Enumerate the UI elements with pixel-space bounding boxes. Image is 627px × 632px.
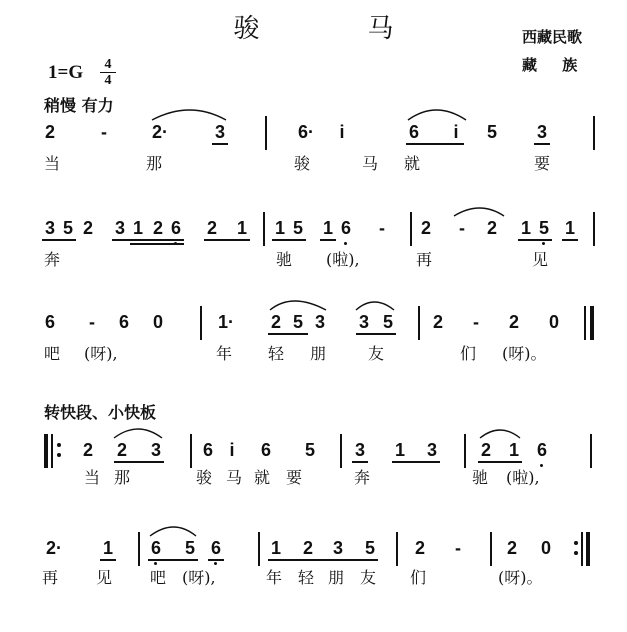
note: 2· — [151, 122, 168, 142]
lyric: 再 — [416, 250, 433, 269]
note: i — [229, 440, 235, 460]
system-3 — [0, 312, 627, 402]
lyric: (呀)。 — [502, 344, 547, 363]
time-signature — [100, 58, 116, 87]
lyric: 朋 — [328, 568, 345, 587]
song-title: 骏马 — [233, 14, 502, 44]
lyric: (啦), — [326, 250, 360, 269]
note: 5 — [486, 122, 497, 142]
note: 1 — [508, 440, 519, 460]
note: 3 — [358, 312, 369, 332]
note: 3 — [44, 218, 55, 238]
lyric: 们 — [410, 568, 427, 587]
source-line-2: 藏 族 — [522, 56, 588, 74]
note: 6 — [260, 440, 271, 460]
note: 6 — [340, 218, 351, 238]
note: 2 — [420, 218, 431, 238]
note: - — [473, 312, 479, 332]
slur — [114, 429, 162, 438]
lyric: 马 — [226, 468, 243, 487]
note: 2 — [480, 440, 491, 460]
note: 2 — [82, 440, 93, 460]
tempo-marking-1: 稍慢 有力 — [44, 96, 114, 115]
note: 1 — [102, 538, 113, 558]
lyric: 年 — [266, 568, 283, 587]
lyric: 见 — [96, 568, 113, 587]
note: i — [339, 122, 345, 142]
note: 1· — [217, 312, 234, 332]
lyric: 要 — [286, 468, 303, 487]
note: 2 — [116, 440, 127, 460]
lyric: 驰 — [276, 250, 293, 269]
note: 1 — [236, 218, 247, 238]
lyric: 就 — [254, 468, 271, 487]
lyric: 们 — [460, 344, 477, 363]
lyric: 驰 — [472, 468, 489, 487]
note: 5 — [538, 218, 549, 238]
note: 5 — [292, 312, 303, 332]
note: 3 — [314, 312, 325, 332]
note: 5 — [364, 538, 375, 558]
lyric: 马 — [362, 154, 379, 173]
note: 3 — [150, 440, 161, 460]
system-1 — [0, 122, 627, 212]
lyric: 骏 — [196, 468, 213, 487]
note: 6 — [118, 312, 129, 332]
note: 2 — [432, 312, 443, 332]
lyric: 奔 — [354, 468, 371, 487]
note: 5 — [62, 218, 73, 238]
note: - — [459, 218, 465, 238]
lyric: (呀)。 — [498, 568, 543, 587]
lyric: 吧 — [44, 344, 61, 363]
note: 3 — [332, 538, 343, 558]
note: 6 — [408, 122, 419, 142]
note: 3 — [214, 122, 225, 142]
note: 1 — [394, 440, 405, 460]
lyric: 那 — [114, 468, 131, 487]
note: 6 — [150, 538, 161, 558]
note: 2 — [44, 122, 55, 142]
time-signature-top: 4 — [104, 57, 112, 72]
lyric: 那 — [146, 154, 163, 173]
note: 1 — [322, 218, 333, 238]
lyric: (啦), — [506, 468, 540, 487]
note: 5 — [304, 440, 315, 460]
note: 5 — [184, 538, 195, 558]
note: 6· — [297, 122, 314, 142]
note: 0 — [152, 312, 163, 332]
note: 6 — [536, 440, 547, 460]
system-5 — [0, 538, 627, 628]
note: 2 — [486, 218, 497, 238]
note: 2 — [302, 538, 313, 558]
note: 5 — [382, 312, 393, 332]
lyric: 骏 — [294, 154, 311, 173]
note: 1 — [270, 538, 281, 558]
note: 0 — [540, 538, 551, 558]
note: 2 — [414, 538, 425, 558]
note: 1 — [132, 218, 143, 238]
lyric: 朋 — [310, 344, 327, 363]
note: 5 — [292, 218, 303, 238]
note: 3 — [536, 122, 547, 142]
lyric: 轻 — [268, 344, 285, 363]
note: 2 — [508, 312, 519, 332]
note: 3 — [114, 218, 125, 238]
lyric: 就 — [404, 154, 421, 173]
note: 2 — [270, 312, 281, 332]
lyric: 轻 — [298, 568, 315, 587]
note: 2· — [45, 538, 62, 558]
lyric: 再 — [42, 568, 59, 587]
note: 1 — [274, 218, 285, 238]
note: i — [453, 122, 459, 142]
note: 6 — [210, 538, 221, 558]
note: 6 — [44, 312, 55, 332]
slur — [408, 110, 466, 120]
system-4 — [0, 440, 627, 530]
note: 2 — [82, 218, 93, 238]
key-signature: 1=G — [48, 62, 84, 83]
note: 3 — [426, 440, 437, 460]
source-line-1: 西藏民歌 — [522, 28, 583, 46]
lyric: 见 — [532, 250, 549, 269]
slur — [480, 430, 520, 438]
note: 2 — [206, 218, 217, 238]
lyric: 年 — [216, 344, 233, 363]
lyric: 吧 — [150, 568, 167, 587]
note: - — [89, 312, 95, 332]
lyric: 友 — [368, 344, 385, 363]
system-2 — [0, 218, 627, 308]
lyric: 当 — [84, 468, 101, 487]
note: 0 — [548, 312, 559, 332]
note: 6 — [170, 218, 181, 238]
time-signature-bottom: 4 — [104, 73, 112, 88]
note: 2 — [506, 538, 517, 558]
note: 6 — [202, 440, 213, 460]
lyric: (呀), — [182, 568, 216, 587]
note: - — [455, 538, 461, 558]
lyric: (呀), — [84, 344, 118, 363]
lyric: 奔 — [44, 250, 61, 269]
note: 1 — [564, 218, 575, 238]
slur — [152, 110, 226, 120]
lyric: 要 — [534, 154, 551, 173]
lyric: 友 — [360, 568, 377, 587]
note: - — [101, 122, 107, 142]
lyric: 当 — [44, 154, 61, 173]
note: 2 — [152, 218, 163, 238]
note: 1 — [520, 218, 531, 238]
note: - — [379, 218, 385, 238]
note: 3 — [354, 440, 365, 460]
tempo-marking-2: 转快段、小快板 — [44, 403, 157, 422]
